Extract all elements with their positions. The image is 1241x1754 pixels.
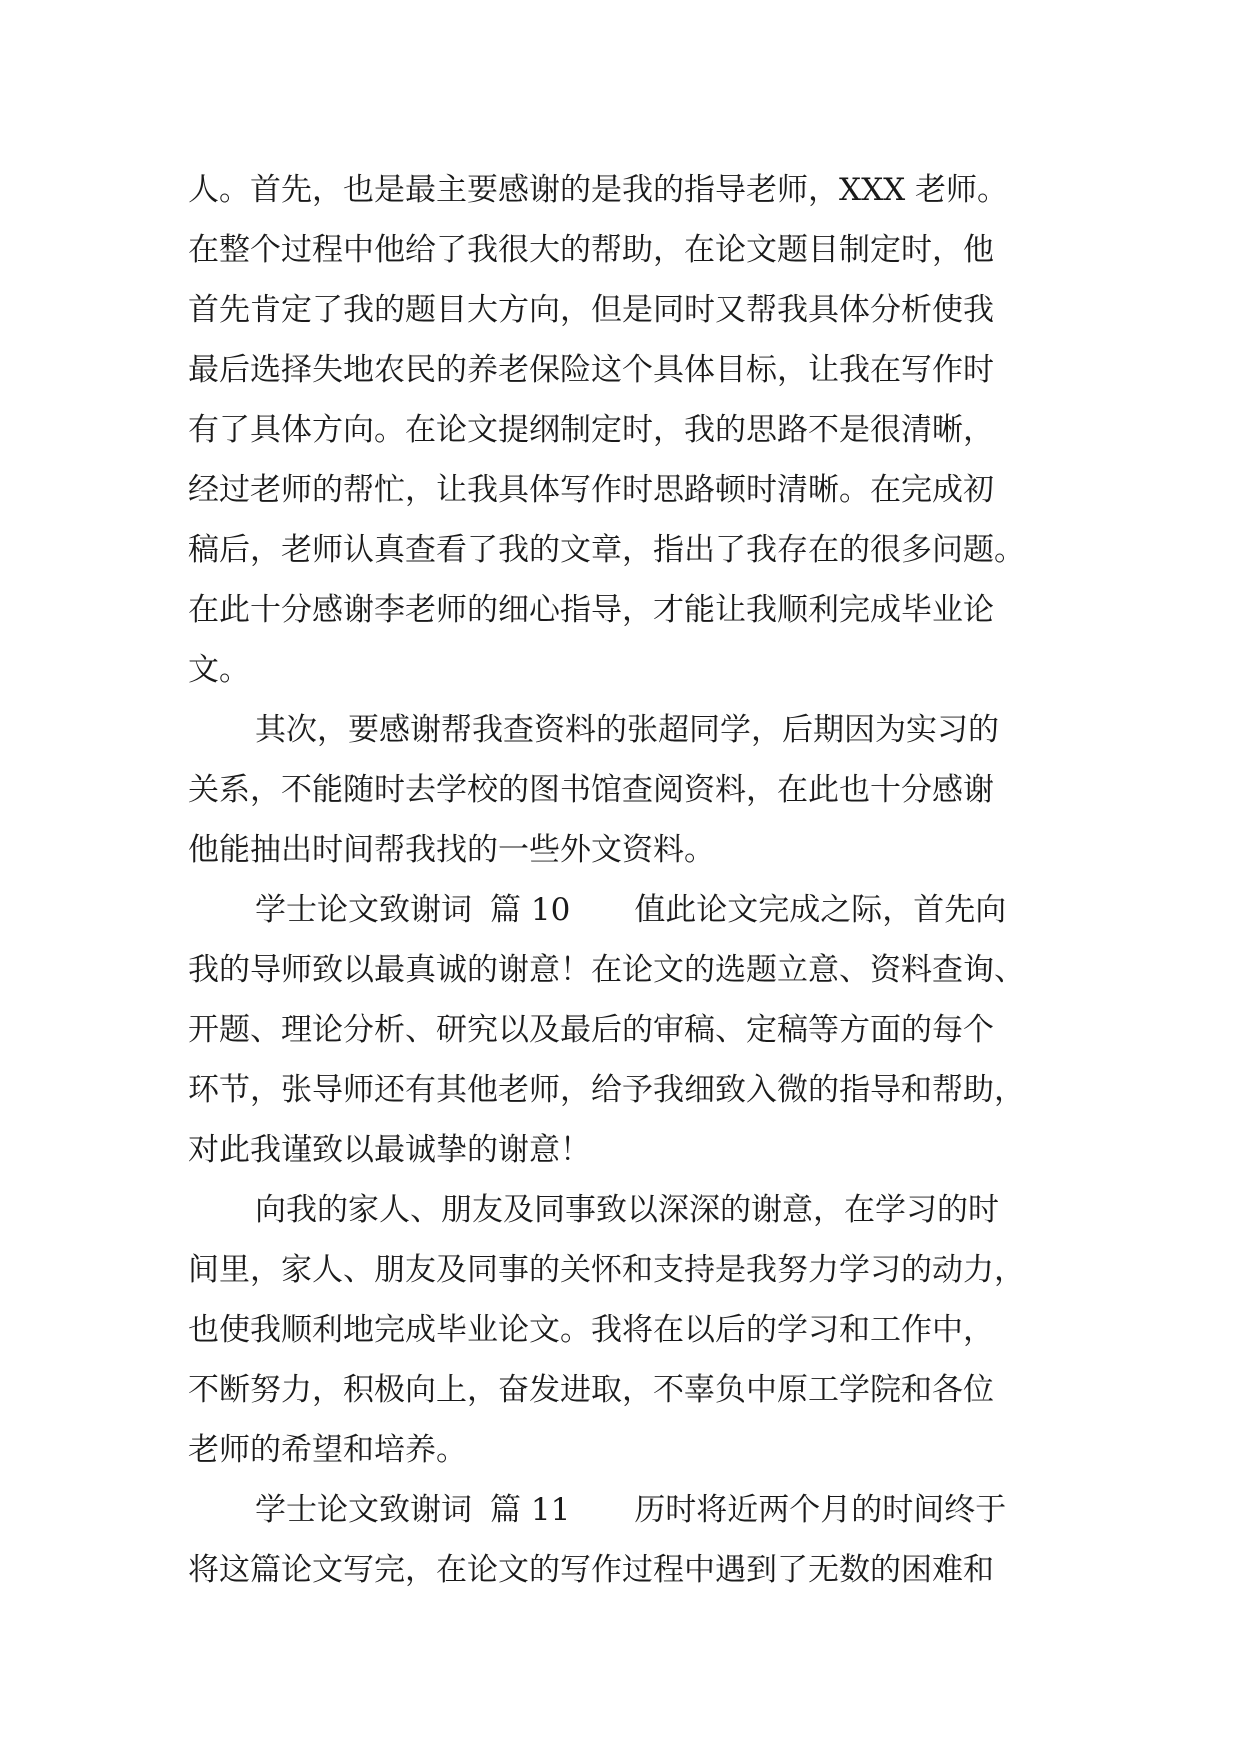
text-line: 对此我谨致以最诚挚的谢意！ [188, 1132, 591, 1168]
text-line: 环节，张导师还有其他老师，给予我细致入微的指导和帮助， [188, 1072, 1025, 1108]
text-line: 首先肯定了我的题目大方向，但是同时又帮我具体分析使我 [188, 292, 994, 328]
section-first-text: 历时将近两个月的时间终于 [634, 1492, 1007, 1528]
text-line: 其次，要感谢帮我查资料的张超同学，后期因为实习的 [255, 712, 999, 748]
text-line: 老师的希望和培养。 [188, 1432, 467, 1468]
text-line: 关系，不能随时去学校的图书馆查阅资料，在此也十分感谢 [188, 772, 994, 808]
text-line: 他能抽出时间帮我找的一些外文资料。 [188, 832, 715, 868]
text-line: 向我的家人、朋友及同事致以深深的谢意，在学习的时 [255, 1192, 999, 1228]
section-title: 学士论文致谢词 [255, 1492, 472, 1528]
text-line: 也使我顺利地完成毕业论文。我将在以后的学习和工作中， [188, 1312, 994, 1348]
section-10-heading-line [188, 880, 1068, 940]
section-first-text: 值此论文完成之际，首先向 [634, 892, 1007, 928]
text-line: 在整个过程中他给了我很大的帮助，在论文题目制定时，他 [188, 232, 994, 268]
text-line: 经过老师的帮忙，让我具体写作时思路顿时清晰。在完成初 [188, 472, 994, 508]
section-11-heading-line [188, 1480, 1068, 1540]
text-line: 人。首先，也是最主要感谢的是我的指导老师，XXX 老师。 [188, 172, 1009, 208]
text-line: 有了具体方向。在论文提纲制定时，我的思路不是很清晰， [188, 412, 994, 448]
section-number: 篇 10 [490, 892, 571, 928]
section-title: 学士论文致谢词 [255, 892, 472, 928]
text-line: 我的导师致以最真诚的谢意！在论文的选题立意、资料查询、 [188, 952, 1025, 988]
text-line: 在此十分感谢李老师的细心指导，才能让我顺利完成毕业论 [188, 592, 994, 628]
section-number: 篇 11 [490, 1492, 571, 1528]
text-line: 间里，家人、朋友及同事的关怀和支持是我努力学习的动力， [188, 1252, 1025, 1288]
text-line: 不断努力，积极向上，奋发进取，不辜负中原工学院和各位 [188, 1372, 994, 1408]
text-line: 稿后，老师认真查看了我的文章，指出了我存在的很多问题。 [188, 532, 1025, 568]
text-line: 文。 [188, 652, 250, 688]
text-line: 将这篇论文写完，在论文的写作过程中遇到了无数的困难和 [188, 1552, 994, 1588]
text-line: 最后选择失地农民的养老保险这个具体目标，让我在写作时 [188, 352, 994, 388]
text-line: 开题、理论分析、研究以及最后的审稿、定稿等方面的每个 [188, 1012, 994, 1048]
document-body [188, 160, 1068, 1600]
